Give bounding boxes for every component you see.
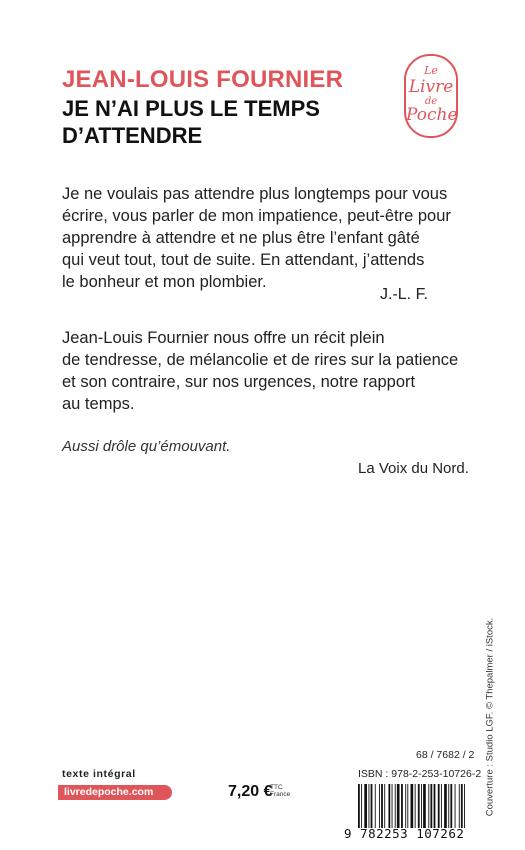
logo-text-livre: Livre xyxy=(408,77,454,97)
barcode-bar xyxy=(430,784,432,828)
barcode-bar xyxy=(411,784,414,828)
barcode-bars xyxy=(356,784,470,828)
title-line-2: D’ATTENDRE xyxy=(62,123,203,148)
logo-text-le: Le xyxy=(424,64,438,77)
barcode-bar xyxy=(364,784,367,828)
barcode-bar xyxy=(421,784,422,828)
barcode-number: 9 782253 107262 xyxy=(344,826,465,841)
barcode-bar xyxy=(358,784,360,828)
logo-text-de: de xyxy=(424,96,438,107)
author-name: JEAN-LOUIS FOURNIER xyxy=(62,66,344,93)
barcode-bar xyxy=(461,784,463,828)
barcode-bar xyxy=(397,784,400,828)
barcode-bar xyxy=(448,784,449,828)
barcode-bar xyxy=(428,784,429,828)
barcode-bar xyxy=(450,784,452,828)
barcode-bar xyxy=(395,784,396,828)
title-line-1: JE N’AI PLUS LE TEMPS xyxy=(62,96,320,121)
excerpt-line: écrire, vous parler de mon impatience, peut-être pour xyxy=(62,207,451,225)
book-title xyxy=(62,95,362,149)
author-excerpt xyxy=(62,183,462,293)
texte-integral-label: texte intégral xyxy=(62,768,136,780)
barcode-bar xyxy=(464,784,465,828)
barcode-bar xyxy=(434,784,436,828)
barcode-bar xyxy=(444,784,447,828)
price: 7,20 € xyxy=(228,783,273,800)
barcode-bar xyxy=(379,784,380,828)
price-ttc: TTC xyxy=(270,784,283,791)
barcode-bar xyxy=(405,784,406,828)
summary-line: au temps. xyxy=(62,395,135,413)
excerpt-line: le bonheur et mon plombier. xyxy=(62,273,267,291)
barcode-bar xyxy=(384,784,385,828)
barcode-bar xyxy=(441,784,442,828)
barcode-bar xyxy=(407,784,408,828)
barcode-bar xyxy=(459,784,460,828)
reference-number: 68 / 7682 / 2 xyxy=(416,749,475,761)
barcode-bar xyxy=(361,784,362,828)
isbn: ISBN : 978-2-253-10726-2 xyxy=(358,768,482,780)
barcode-bar xyxy=(401,784,403,828)
press-source: La Voix du Nord. xyxy=(358,460,469,477)
excerpt-line: apprendre à attendre et ne plus être l’enfant gâté xyxy=(62,229,420,247)
barcode-bar xyxy=(455,784,456,828)
barcode-bar xyxy=(375,784,376,828)
excerpt-line: qui veut tout, tout de suite. En attendant, j’attends xyxy=(62,251,425,269)
publisher-logo xyxy=(404,54,458,138)
summary-line: et son contraire, sur nos urgences, notre rapport xyxy=(62,373,416,391)
summary-line: de tendresse, de mélancolie et de rires sur la patience xyxy=(62,351,459,369)
barcode-bar xyxy=(415,784,416,828)
barcode-bar xyxy=(438,784,440,828)
logo-text-poche: Poche xyxy=(406,105,458,125)
barcode-bar xyxy=(369,784,370,828)
excerpt-line: Je ne voulais pas attendre plus longtemps pour vous xyxy=(62,185,448,203)
barcode-bar xyxy=(371,784,373,828)
website-badge xyxy=(58,785,172,800)
barcode-bar xyxy=(392,784,393,828)
barcode-bar xyxy=(418,784,420,828)
summary-line: Jean-Louis Fournier nous offre un récit plein xyxy=(62,329,385,347)
price-country: France xyxy=(270,791,291,798)
price-ttc-note xyxy=(270,784,290,798)
barcode-bar xyxy=(423,784,426,828)
press-quote: Aussi drôle qu’émouvant. xyxy=(62,438,231,455)
book-summary xyxy=(62,327,462,415)
cover-credit-text: Couverture : Studio LGF. © Thepalmer / iStock. xyxy=(484,617,496,817)
barcode-bar xyxy=(388,784,390,828)
website-link[interactable]: livredepoche.com xyxy=(64,786,154,798)
barcode-bar xyxy=(381,784,383,828)
excerpt-signature: J.-L. F. xyxy=(380,286,429,303)
